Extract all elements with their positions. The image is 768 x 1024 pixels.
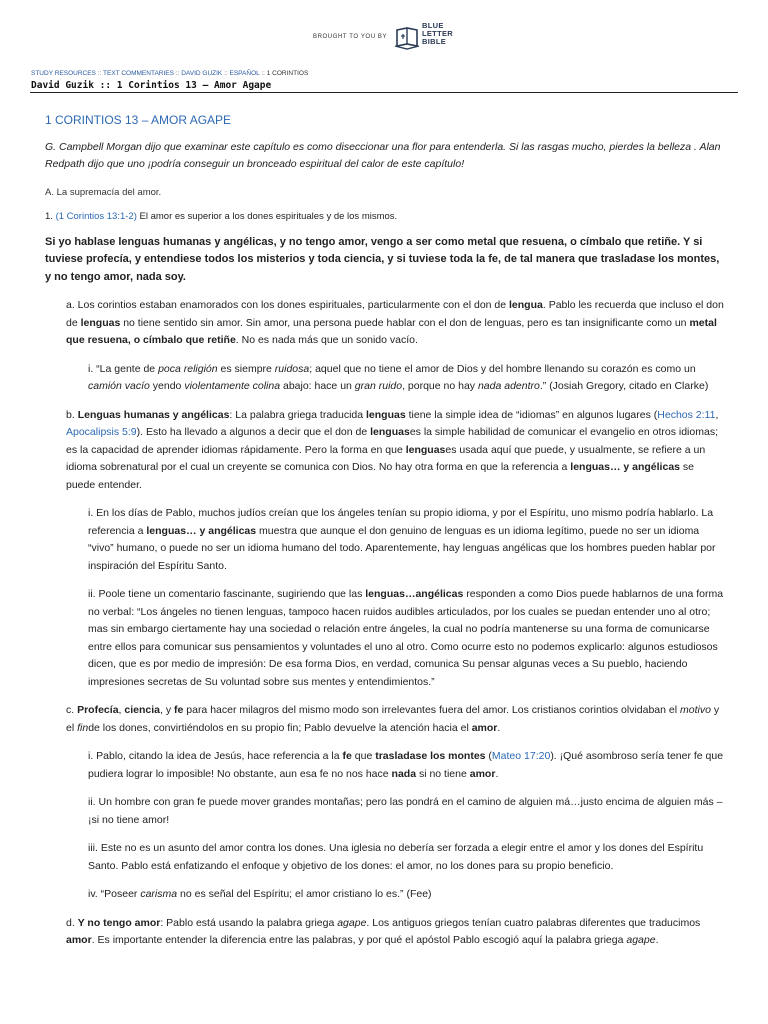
italic-run: motivo (680, 704, 711, 716)
point-number: 1. (45, 211, 56, 222)
bold-run: lenguas… y angélicas (146, 524, 257, 537)
italic-run: fin (77, 721, 89, 734)
text-run: ). Esto ha llevado a algunos a decir que el don de (136, 426, 371, 438)
scripture-link-apocalipsis-5-9[interactable]: Apocalipsis 5:9 (66, 426, 137, 438)
point-c-iv (45, 886, 725, 904)
breadcrumb-separator: :: (97, 70, 102, 77)
text-run: . (497, 721, 501, 734)
brand-logo-text[interactable] (422, 22, 453, 46)
text-run: si no tiene (416, 767, 470, 780)
text-run: , porque no hay (402, 380, 478, 392)
point-b-ii (45, 586, 725, 691)
text-run: : La palabra griega traducida (229, 408, 367, 421)
title-divider (30, 92, 738, 93)
text-run: . (655, 934, 659, 946)
text-run: . Los antiguos griegos tenían cuatro palabras diferentes que traducimos (366, 916, 701, 929)
brand-header (0, 22, 768, 58)
text-run: i. Pablo, citando la idea de Jesús, hace referencia a la (88, 750, 343, 762)
text-run: ). ¡Qué asombroso sería tener fe que pudiera lograr lo imposible! No obstante, aun esa fe no nos hace (88, 750, 724, 780)
bold-run: lenguas (366, 408, 406, 421)
text-run: no tiene sentido sin amor. Sin amor, una persona puede hablar con el don de lenguas, pero es tan insignificante como un (120, 316, 690, 329)
breadcrumb-link-text-commentaries[interactable]: TEXT COMMENTARIES (103, 70, 174, 77)
bold-run: ciencia (124, 704, 160, 716)
brand-tagline: BROUGHT TO YOU BY (313, 34, 388, 40)
text-run: . Pablo les recuerda que incluso el don de (66, 299, 724, 329)
text-run: , y (159, 704, 174, 716)
text-run: yendo (149, 380, 185, 392)
text-run: ( (485, 750, 492, 762)
breadcrumb-link-david-guzik[interactable]: DAVID GUZIK (181, 70, 223, 77)
text-run: .” (Josiah Gregory, citado en Clarke) (539, 380, 709, 392)
text-run: es la simple habilidad de comunicar el evangelio en otros idiomas; es la capacidad de aprender idiomas rápidamente. Pero la forma en que (66, 426, 718, 456)
point-a (45, 297, 725, 350)
italic-run: carisma (140, 888, 178, 900)
text-run: tiene la simple idea de “idiomas” en algunos lugares ( (405, 408, 658, 421)
italic-run: agape (626, 934, 656, 946)
scripture-link-hechos-2-11[interactable]: Hechos 2:11 (657, 408, 716, 421)
text-run: muestra que aunque el don genuino de lenguas es un idioma legítimo, puede no ser un idioma “vivo” humano, o puede no ser un idioma humano del todo. Aparentemente, hay lenguas angélicas que los hombres pueden hablar por inspiración del Espíritu Santo. (88, 524, 716, 572)
point-c-ii: ii. Un hombre con gran fe puede mover grandes montañas; pero las pondrá en el camino de alguien má…justo encima de alguien más – ¡si no tiene amor! (88, 796, 723, 826)
bible-book-icon[interactable] (393, 24, 421, 52)
text-run: d. (66, 916, 78, 929)
document-title: David Guzik :: 1 Corintios 13 – Amor Agape (31, 80, 272, 91)
text-run: : Pablo está usando la palabra griega (160, 916, 338, 929)
breadcrumb-link-study-resources[interactable]: STUDY RESOURCES (31, 70, 96, 77)
bold-run: lenguas… y angélicas (570, 461, 680, 473)
point-c-i (45, 748, 725, 783)
text-run: es siempre (217, 362, 275, 375)
text-run: . Es importante entender la diferencia entre las palabras, y por qué el apóstol Pablo escogió aquí la palabra griega (91, 934, 627, 946)
scripture-link-1cor-13-1-2[interactable]: (1 Corintios 13:1-2) (55, 211, 137, 222)
text-run: i. “La gente de (88, 362, 159, 375)
point-1 (45, 208, 725, 226)
italic-run: poca religión (158, 362, 218, 375)
bold-run: lenguas (405, 443, 446, 456)
bold-run: metal que resuena, o címbalo que retiñe (66, 316, 717, 346)
bold-run: Lenguas humanas y angélicas (77, 408, 230, 421)
text-run: es usada aquí que puede, y usualmente, se refiere a un idioma sobrenatural por el cual un creyente se comunica con Dios. No hay otra forma en que la referencia a (66, 443, 706, 473)
bold-run: lenguas…angélicas (365, 588, 464, 600)
text-run: . No es nada más que un sonido vacío. (235, 334, 418, 346)
text-run: . (495, 767, 499, 780)
bold-run: amor (469, 767, 496, 780)
point-c-iii: iii. Este no es un asunto del amor contra los dones. Una iglesia no debería ser forzada a elegir entre el amor y los dones del Espíritu Santo. Pablo está enfatizando el enfoque y objetivo de los dones: el amor, no los dones para su propio beneficio. (88, 842, 704, 872)
text-run: no es señal del Espíritu; el amor cristiano lo es.” (Fee) (177, 888, 432, 900)
text-run: de los dones, convirtiéndolos en su propio fin; Pablo devuelve la atención hacia el (88, 721, 472, 734)
scripture-link-mateo-17-20[interactable]: Mateo 17:20 (491, 750, 551, 762)
bold-run: Profecía (77, 704, 119, 716)
bold-run: nada (391, 767, 417, 780)
bold-run: fe (342, 750, 352, 762)
scripture-verse: Si yo hablase lenguas humanas y angélicas, y no tengo amor, vengo a ser como metal que resuena, o címbalo que retiñe. Y si tuviese profecía, y entendiese todos los misterios y toda ciencia, y si tuviese toda la fe, de tal manera que trasladase los montes, y no tengo amor, nada soy. (45, 235, 720, 283)
italic-run: ruidosa (274, 362, 310, 375)
point-text: El amor es superior a los dones espirituales y de los mismos. (136, 211, 398, 222)
breadcrumb-link-espanol[interactable]: ESPAÑOL (229, 70, 260, 77)
breadcrumb-current: 1 CORINTIOS (266, 70, 309, 77)
brand-logo-line: BIBLE (422, 37, 446, 46)
point-c (45, 702, 725, 737)
point-d (45, 915, 725, 950)
text-run: iv. “Poseer (88, 888, 141, 900)
bold-run: lenguas (80, 316, 121, 329)
point-a-i (45, 361, 725, 396)
brand-logo-line: LETTER (422, 29, 453, 38)
bold-run: amor (66, 934, 92, 946)
bold-run: lenguas (370, 426, 410, 438)
bold-run: Y no tengo amor (77, 916, 161, 929)
italic-run: nada adentro (477, 380, 540, 392)
text-run: i. En los días de Pablo, muchos judíos creían que los ángeles tenían su propio idioma, y por el Espíritu, uno mismo podría hablarlo. La referencia a (88, 507, 714, 537)
breadcrumb (31, 70, 308, 77)
text-run: que (351, 750, 376, 762)
commentary-body (45, 112, 725, 961)
text-run: c. (66, 704, 78, 716)
point-b (45, 407, 725, 495)
text-run: ; aquel que no tiene el amor de Dios y del hombre llenando su corazón es como un (309, 362, 696, 375)
text-run: a. Los corintios estaban enamorados con los dones espirituales, particularmente con el don de (66, 299, 510, 311)
italic-run: violentamente colina (184, 380, 281, 392)
bold-run: amor (471, 721, 498, 734)
breadcrumb-separator: :: (261, 70, 265, 77)
bold-run: lengua (509, 299, 543, 311)
text-run: , (118, 704, 125, 716)
text-run: ii. Poole tiene un comentario fascinante, sugiriendo que las (88, 588, 366, 600)
chapter-heading: 1 CORINTIOS 13 – AMOR AGAPE (45, 113, 232, 127)
italic-run: camión vacío (88, 380, 150, 392)
point-b-i (45, 505, 725, 575)
text-run: b. (66, 408, 78, 421)
text-run: para hacer milagros del mismo modo son irrelevantes fuera del amor. Los cristianos corintios olvidaban el (183, 704, 680, 716)
text-run: abajo: hace un (280, 380, 355, 392)
brand-logo-line: BLUE (422, 21, 444, 30)
text-run: , (715, 408, 719, 421)
bold-run: fe (174, 704, 184, 716)
section-heading: A. La supremacía del amor. (45, 186, 162, 198)
italic-run: agape (337, 916, 367, 929)
text-run: se puede entender. (66, 461, 695, 491)
bold-run: trasladase los montes (375, 750, 486, 762)
text-run: y el (66, 704, 720, 734)
text-run: responden a como Dios puede hablarnos de una forma no verbal: “Los ángeles no tienen lenguas, tampoco hacen ruidos audibles articulados, por los cuales se puedan entender uno al otro; mas sin embargo ciertamente hay una sociedad o relación entre ángeles, la cual no podría mantenerse su una forma de comunicarse entre ellos para comunicar sus pensamientos y voluntades el uno al otro. Como ocurre esto no podemos explicarlo: algunos estudiosos dicen, que es por medio de impresión: De esa forma Dios, en verdad, comunica Su pensar algunas veces a Su pueblo, haciendo impresiones secretas de Su voluntad sobre sus mentes y entendimientos.” (88, 588, 724, 688)
breadcrumb-separator: :: (175, 70, 180, 77)
intro-paragraph: G. Campbell Morgan dijo que examinar este capítulo es como diseccionar una flor para entenderla. Si las rasgas mucho, pierdes la belleza . Alan Redpath dijo que uno ¡podría conseguir un bronceado espiritual del calor de este capítulo! (45, 140, 721, 170)
italic-run: gran ruido (354, 380, 403, 392)
breadcrumb-separator: :: (224, 70, 228, 77)
